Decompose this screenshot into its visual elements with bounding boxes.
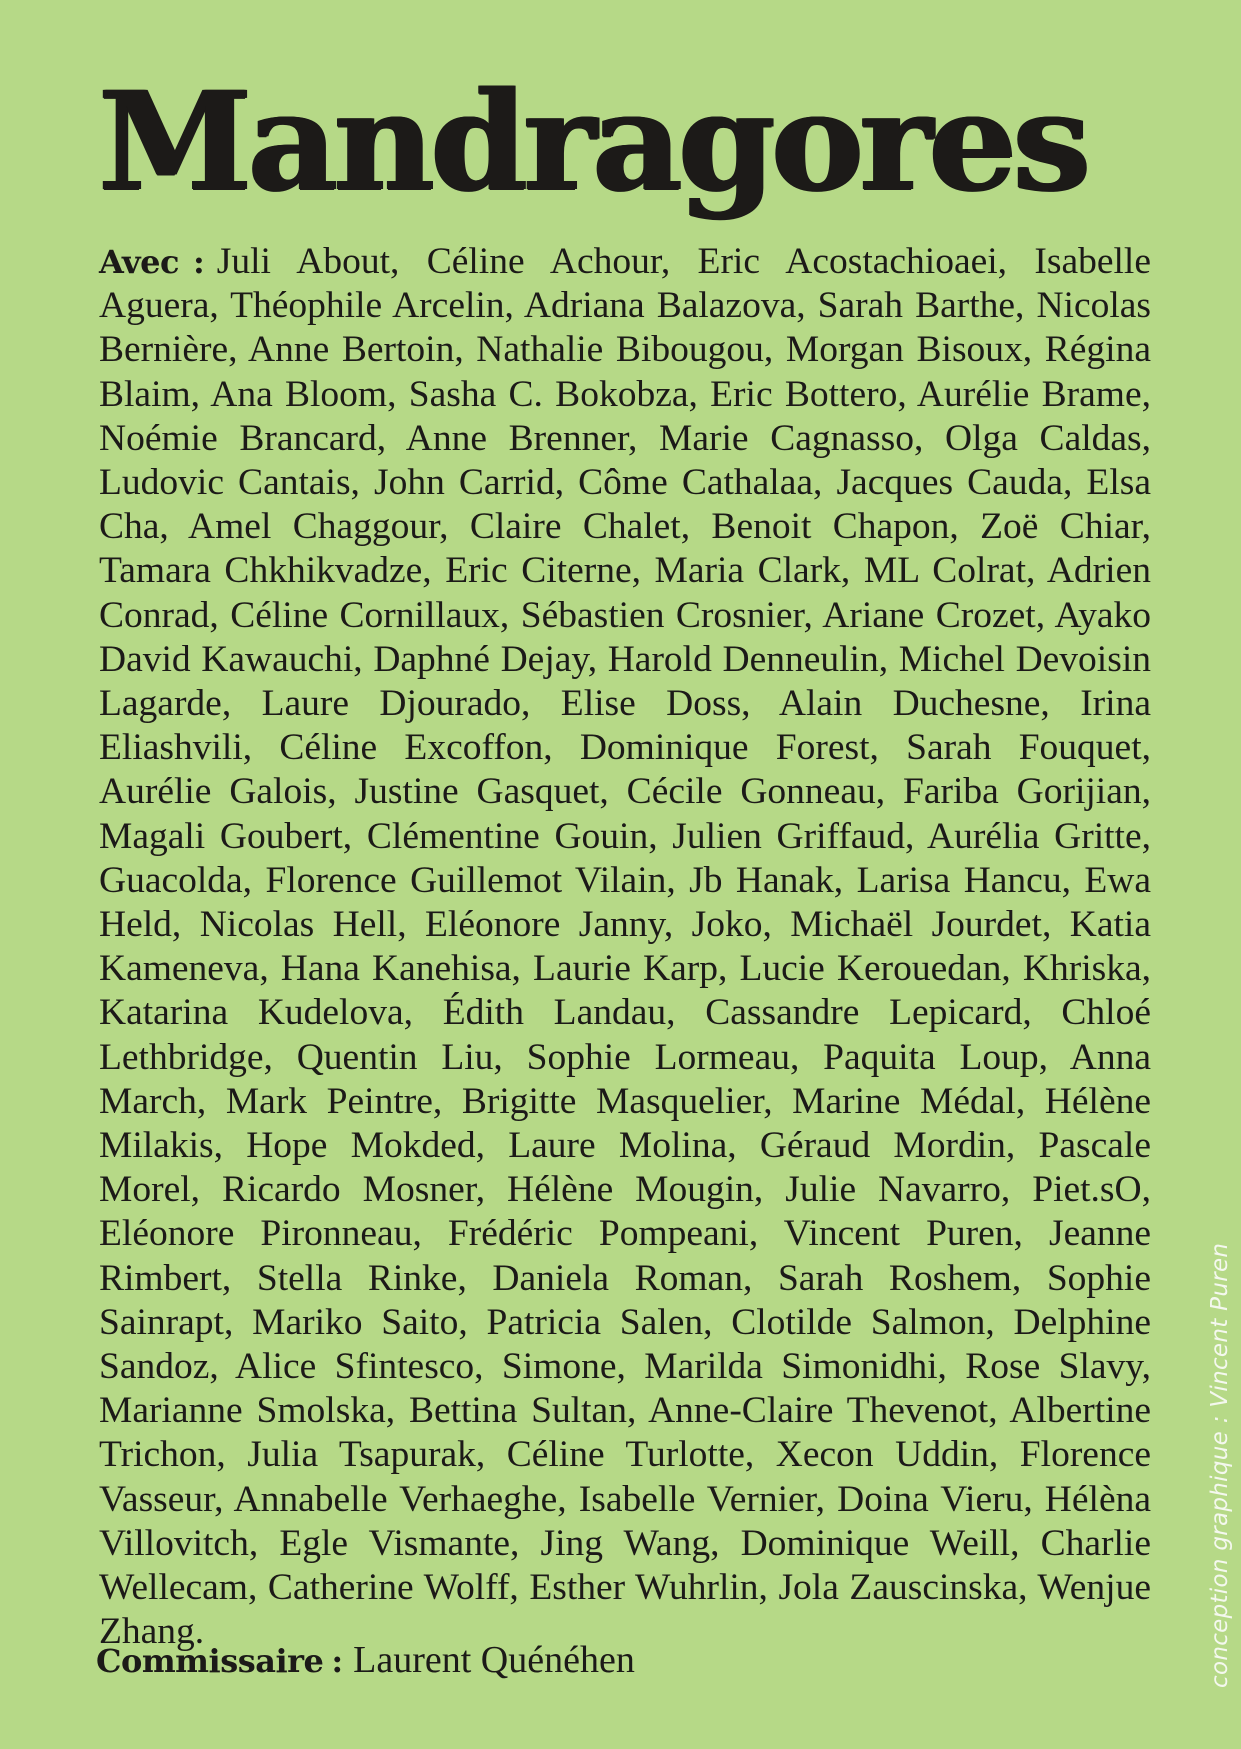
curator-line	[96, 1636, 1096, 1685]
participants-list	[99, 240, 1151, 1655]
curator-name: Laurent Quénéhen	[353, 1639, 635, 1681]
curator-label: Commissaire	[96, 1642, 324, 1680]
poster-title: Mandragores	[98, 62, 1087, 222]
participants-label: Avec	[99, 243, 179, 281]
participants-separator: :	[192, 243, 205, 281]
curator-separator: :	[331, 1642, 344, 1680]
participants-names: Juli About, Céline Achour, Eric Acostachioaei, Isabelle Aguera, Théophile Arcelin, Adriana Balazova, Sarah Barthe, Nicolas Bernière, Anne Bertoin, Nathalie Bibougou, Morgan Bisoux, Régina Blaim, Ana Bloom, Sasha C. Bokobza, Eric Bottero, Aurélie Brame, Noémie Brancard, Anne Brenner, Marie Cagnasso, Olga Caldas, Ludovic Cantais, John Carrid, Côme Cathalaa, Jacques Cauda, Elsa Cha, Amel Chaggour, Claire Chalet, Benoit Chapon, Zoë Chiar, Tamara Chkhikvadze, Eric Citerne, Maria Clark, ML Colrat, Adrien Conrad, Céline Cornillaux, Sébastien Crosnier, Ariane Crozet, Ayako David Kawauchi, Daphné Dejay, Harold Denneulin, Michel Devoisin Lagarde, Laure Djourado, Elise Doss, Alain Duchesne, Irina Eliashvili, Céline Excoffon, Dominique Forest, Sarah Fouquet, Aurélie Galois, Justine Gasquet, Cécile Gonneau, Fariba Gorijian, Magali Goubert, Clémentine Gouin, Julien Griffaud, Aurélia Gritte, Guacolda, Florence Guillemot Vilain, Jb Hanak, Larisa Hancu, Ewa Held, Nicolas Hell, Eléonore Janny, Joko, Michaël Jourdet, Katia Kameneva, Hana Kanehisa, Laurie Karp, Lucie Kerouedan, Khriska, Katarina Kudelova, Édith Landau, Cassandre Lepicard, Chloé Lethbridge, Quentin Liu, Sophie Lormeau, Paquita Loup, Anna March, Mark Peintre, Brigitte Masquelier, Marine Médal, Hélène Milakis, Hope Mokded, Laure Molina, Géraud Mordin, Pascale Morel, Ricardo Mosner, Hélène Mougin, Julie Navarro, Piet.sO, Eléonore Pironneau, Frédéric Pompeani, Vincent Puren, Jeanne Rimbert, Stella Rinke, Daniela Roman, Sarah Roshem, Sophie Sainrapt, Mariko Saito, Patricia Salen, Clotilde Salmon, Delphine Sandoz, Alice Sfintesco, Simone, Marilda Simonidhi, Rose Slavy, Marianne Smolska, Bettina Sultan, Anne-Claire Thevenot, Albertine Trichon, Julia Tsapurak, Céline Turlotte, Xecon Uddin, Florence Vasseur, Annabelle Verhaeghe, Isabelle Vernier, Doina Vieru, Hélèna Villovitch, Egle Vismante, Jing Wang, Dominique Weill, Charlie Wellecam, Catherine Wolff, Esther Wuhrlin, Jola Zauscinska, Wenjue Zhang.	[99, 241, 1151, 1653]
design-credit: conception graphique : Vincent Puren	[1207, 1242, 1233, 1688]
